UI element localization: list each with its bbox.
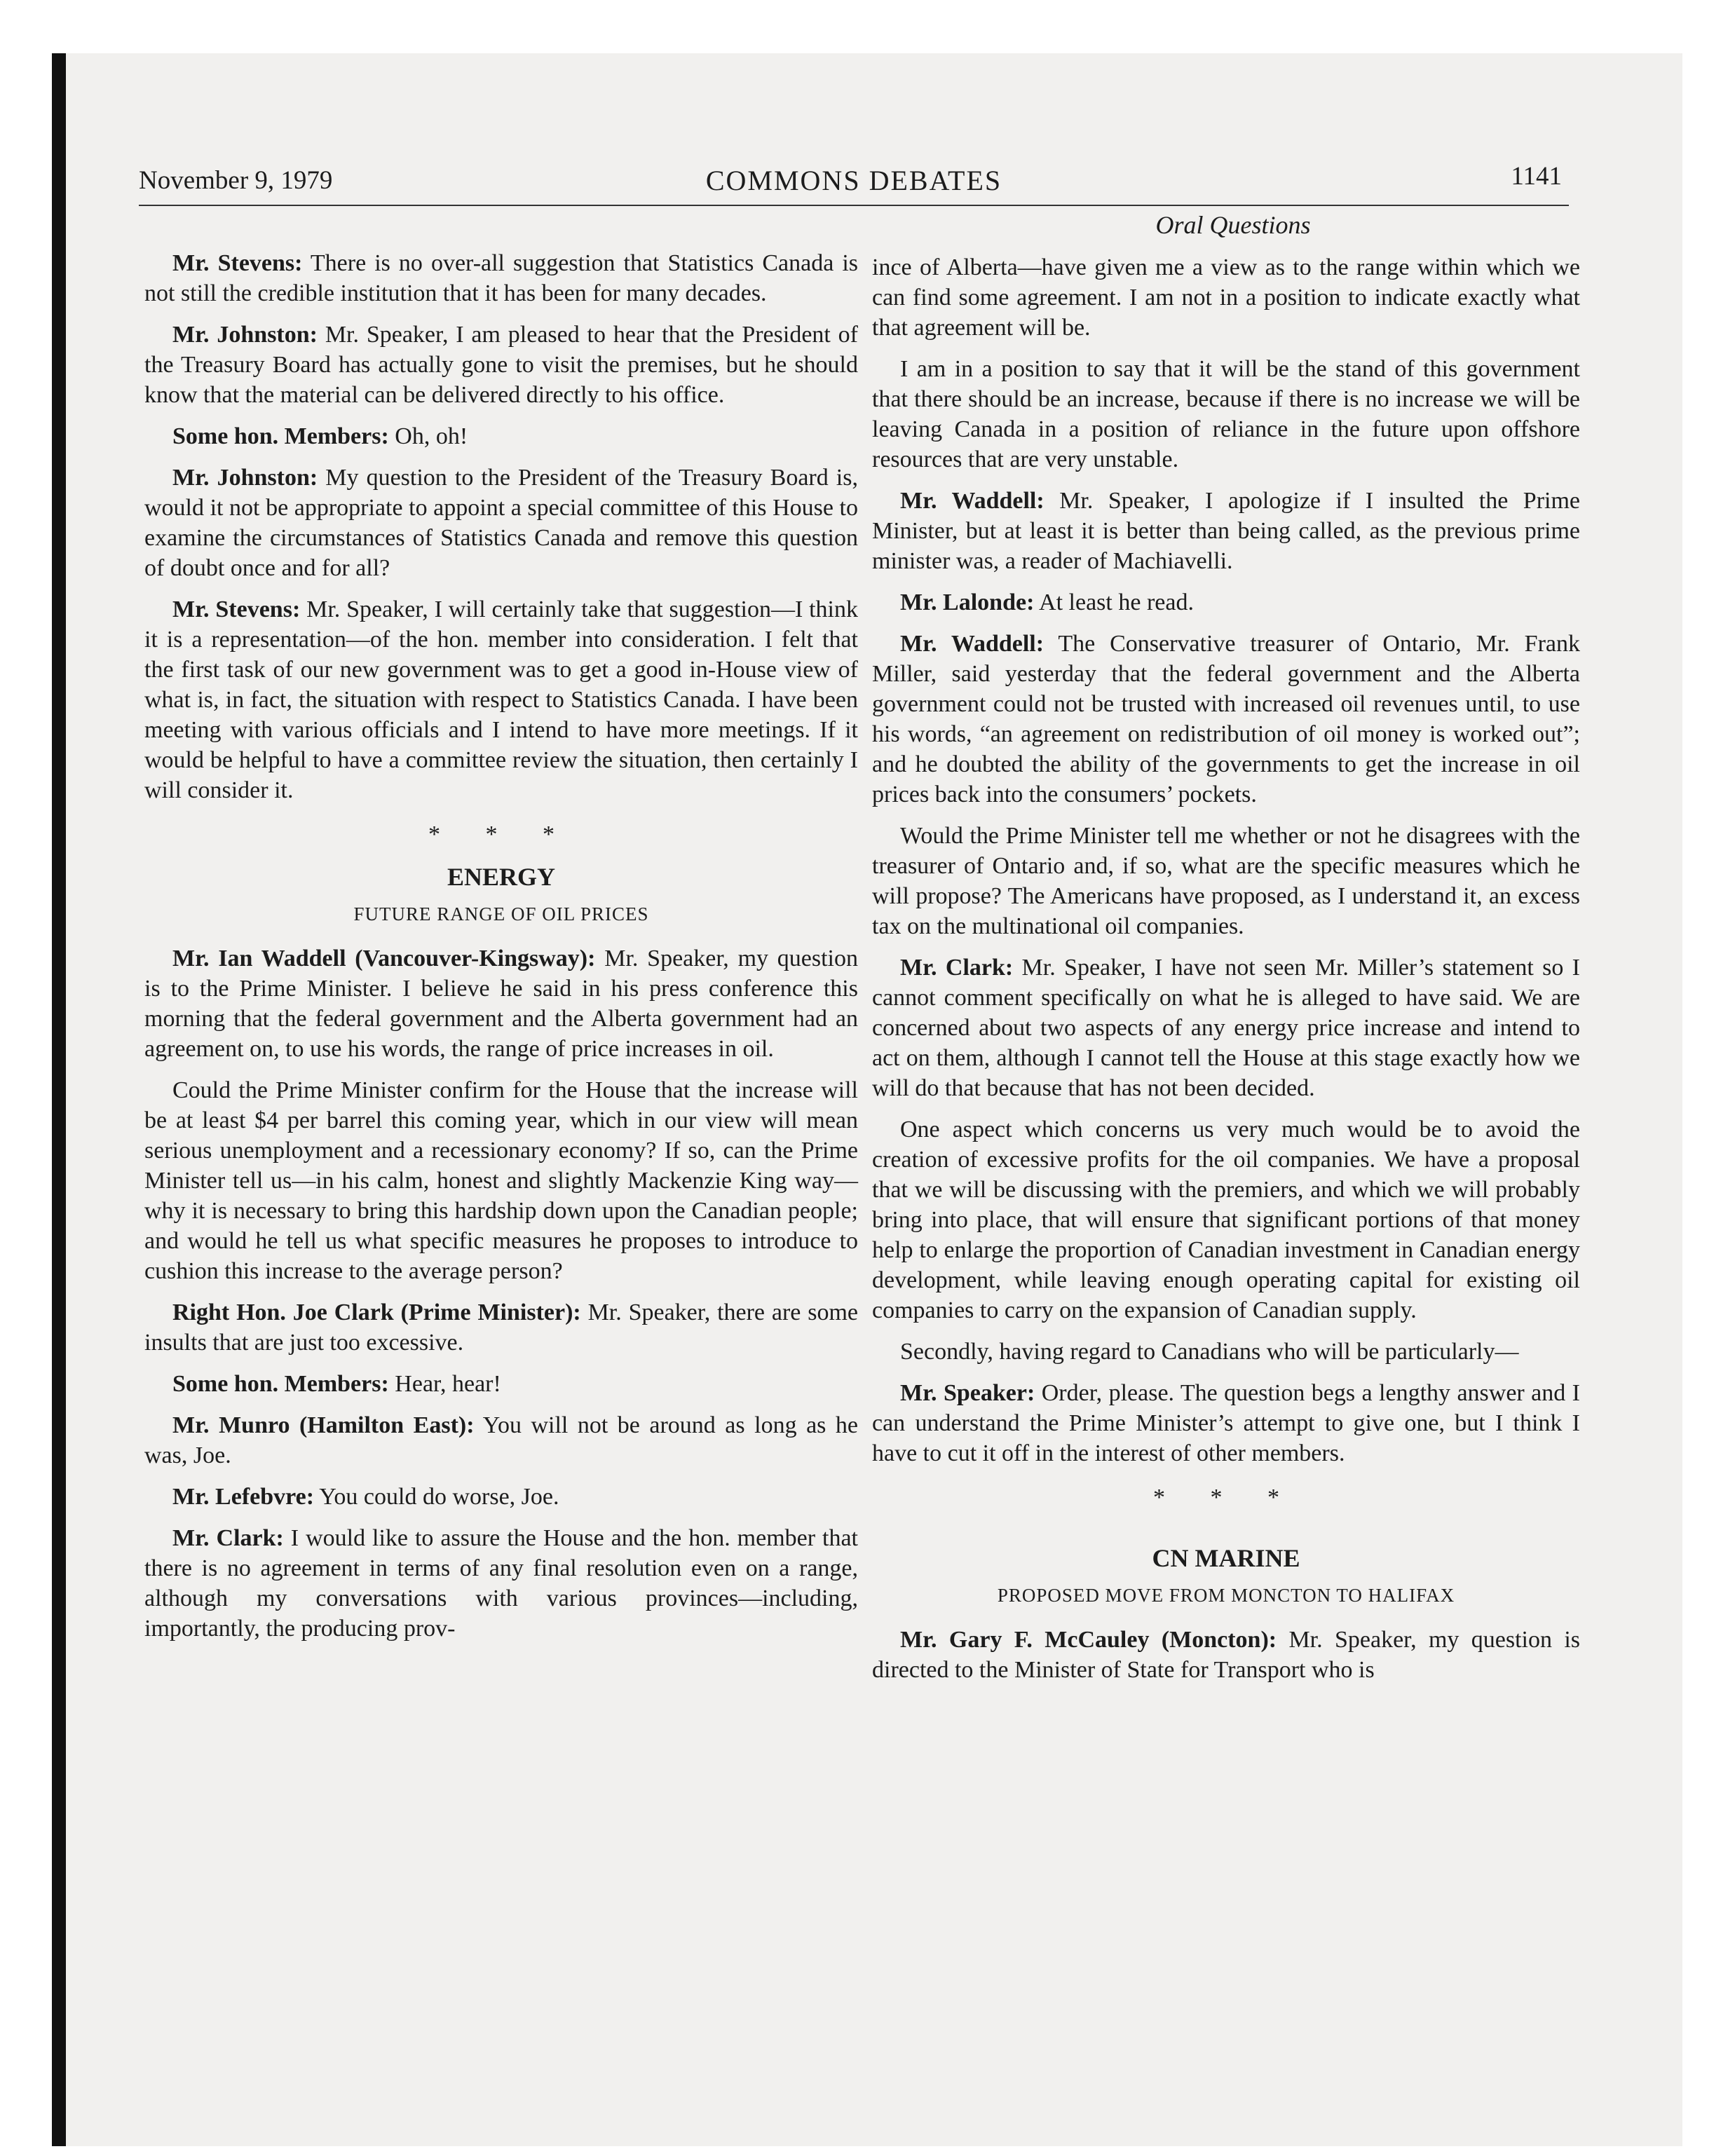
speaker: Mr. Johnston: [172,322,318,348]
paragraph [144,248,858,308]
speech: Mr. Speaker, there are some insults that are just too excessive. [144,1299,858,1356]
paragraph [144,320,858,410]
speech: Hear, hear! [388,1371,501,1397]
speech: You could do worse, Joe. [314,1484,559,1510]
speech: ince of Alberta—have given me a view as to the range within which we can find some agreement. I am not in a position to indicate exactly what that agreement will be. [872,254,1580,341]
paragraph [872,486,1580,576]
speaker: Mr. Waddell: [900,631,1045,657]
speaker: Right Hon. Joe Clark (Prime Minister): [172,1299,581,1325]
speaker: Mr. Stevens: [172,596,301,622]
speaker: Mr. Speaker: [900,1380,1035,1406]
subheading-moncton-halifax: PROPOSED MOVE FROM MONCTON TO HALIFAX [997,1585,1455,1606]
speaker: Mr. Clark: [172,1525,284,1551]
speech: At least he read. [1034,589,1194,615]
right-column [872,252,1580,1696]
speech: There is no over-all suggestion that Statistics Canada is not still the credible institution that it has been for many decades. [144,250,859,306]
section-heading-energy: ENERGY [447,863,556,891]
speaker: Some hon. Members: [172,423,389,449]
speech: I would like to assure the House and the hon. member that there is no agreement in terms of any final resolution even on a range, although my conversations with various provinces—including, importantly, the producing prov- [144,1525,858,1642]
paragraph [144,1297,858,1358]
paragraph [872,1337,1580,1367]
speaker: Mr. Lalonde: [900,589,1035,615]
speech: I am in a position to say that it will be the stand of this government that there should be an increase, because if there is no increase we will be leaving Canada in a position of reliance in the future upon offshore resources that are very unstable. [872,356,1580,472]
speech: Secondly, having regard to Canadians who will be particularly— [900,1339,1519,1365]
speaker: Mr. Clark: [900,955,1014,981]
speech: One aspect which concerns us very much would be to avoid the creation of excessive profits for the oil companies. We have a proposal that we will be discussing with the premiers, and which we will probably bring into place, that will ensure that significant portions of that money help to enlarge the proportion of Canadian investment in Canadian energy development, while leaving enough operating capital for existing oil companies to carry on the expansion of Canadian supply. [872,1117,1580,1323]
paragraph [144,943,858,1064]
speech: Order, please. The question begs a lengthy answer and I can understand the Prime Minister’s attempt to give one, but I think I have to cut it off in the interest of other members. [872,1380,1580,1466]
speech: Mr. Speaker, I will certainly take that suggestion—I think it is a representation—of the hon. member into consideration. I felt that the first task of our new government was to get a good in-House view of what is, in fact, the situation with respect to Statistics Canada. I have been meeting with various officials and I intend to have more meetings. If it would be helpful to have a committee review the situation, then certainly I will consider it. [144,596,859,803]
speaker: Mr. Stevens: [172,250,303,276]
speaker: Mr. Johnston: [172,465,318,491]
paragraph [144,1369,858,1399]
speech: You will not be around as long as he was, Joe. [144,1412,858,1468]
speaker: Mr. Munro (Hamilton East): [172,1412,475,1438]
section-label: Oral Questions [1155,211,1311,239]
section-heading-cn-marine: CN MARINE [1152,1544,1300,1572]
speaker: Mr. Ian Waddell (Vancouver-Kingsway): [172,946,596,971]
speech: The Conservative treasurer of Ontario, Mr. Frank Miller, said yesterday that the federal government and the Alberta government could not be trusted with increased oil revenues until, to use his words, “an agreement on redistribution of oil money is worked out”; and he doubted the ability of the governments to get the increase in oil prices back into the consumers’ pockets. [872,631,1580,807]
paragraph [872,953,1580,1103]
paragraph [144,1410,858,1471]
speaker: Mr. Lefebvre: [172,1484,315,1510]
section-separator: * * * [428,821,574,847]
speech: Mr. Speaker, I am pleased to hear that the President of the Treasury Board has actually gone to visit the premises, but he should know that the material can be delivered directly to his office. [144,322,858,408]
speaker: Mr. Gary F. McCauley (Moncton): [900,1627,1277,1653]
speaker: Mr. Waddell: [900,488,1045,514]
page-number: 1141 [1511,162,1562,191]
paragraph [872,587,1580,618]
paragraph [144,421,858,451]
paragraph [144,1523,858,1644]
paragraph [144,594,858,805]
speech: Mr. Speaker, my question is directed to the Minister of State for Transport who is [872,1627,1580,1683]
paragraph [872,1114,1580,1325]
paragraph [872,1378,1580,1468]
speech: Oh, oh! [388,423,468,449]
header-date: November 9, 1979 [139,166,333,195]
paragraph [872,252,1580,343]
speech: Could the Prime Minister confirm for the House that the increase will be at least $4 per barrel this coming year, which in our view will mean serious unemployment and a recessionary economy? If so, can the Prime Minister tell us—in his calm, honest and slightly Mackenzie King way—why it is necessary to bring this hardship down upon the Canadian people; and would he tell us what specific measures he proposes to introduce to cushion this increase to the average person? [144,1077,858,1284]
section-separator: * * * [1153,1485,1299,1510]
paragraph [144,1482,858,1512]
speech: Mr. Speaker, I have not seen Mr. Miller’s statement so I cannot comment specifically on what he is alleged to have said. We are concerned about two aspects of any energy price increase and intend to act on them, although I cannot tell the House at this stage exactly how we will do that because that has not been decided. [872,955,1580,1101]
speech: Would the Prime Minister tell me whether or not he disagrees with the treasurer of Ontario and, if so, what are the specific measures which he will propose? The Americans have proposed, as I understand it, an excess tax on the multinational oil companies. [872,823,1580,939]
paragraph [872,354,1580,475]
left-column [144,248,858,1655]
speech: Mr. Speaker, my question is to the Prime Minister. I believe he said in his press conference this morning that the federal government and the Alberta government had an agreement on, to use his words, the range of price increases in oil. [144,946,858,1062]
speech: Mr. Speaker, I apologize if I insulted the Prime Minister, but at least it is better than being called, as the previous prime minister was, a reader of Machiavelli. [872,488,1581,574]
paragraph [872,629,1580,810]
scan-edge [52,53,66,2146]
speech: My question to the President of the Treasury Board is, would it not be appropriate to appoint a special committee of this House to examine the circumstances of Statistics Canada and remove this question of doubt once and for all? [144,465,858,581]
paragraph [872,1625,1580,1685]
paragraph [144,463,858,583]
page-header [139,156,1569,206]
paragraph [872,821,1580,941]
header-title: COMMONS DEBATES [705,165,1002,196]
subheading-oil-prices: FUTURE RANGE OF OIL PRICES [353,903,649,925]
paragraph [144,1075,858,1286]
speaker: Some hon. Members: [172,1371,389,1397]
